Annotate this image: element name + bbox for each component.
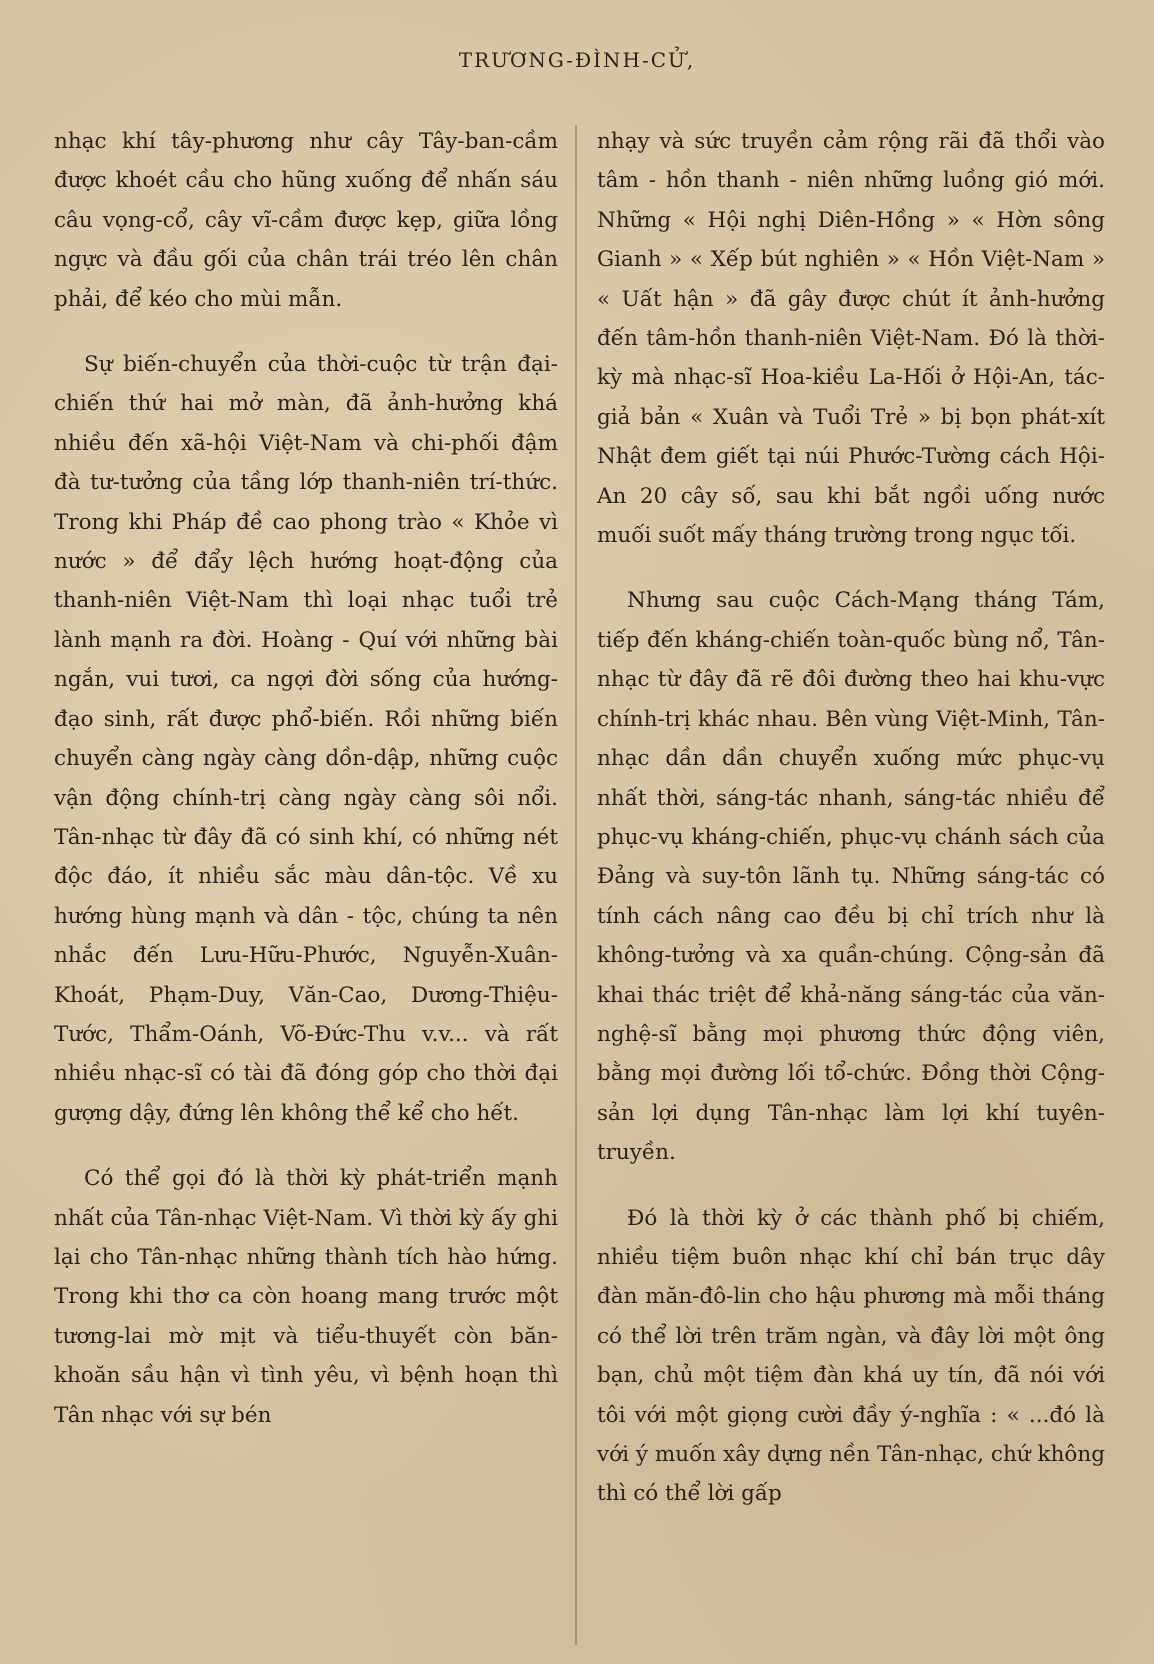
right-paragraph-3: Đó là thời kỳ ở các thành phố bị chiếm, nhiều tiệm buôn nhạc khí chỉ bán trục dây đàn măn-đô-lin cho hậu phương mà mỗi tháng có thể lời trên trăm ngàn, và đây lời một ông bạn, chủ một tiệm đàn khá uy tín, đã nói với tôi với một giọng cười đầy ý-nghĩa : « ...đó là với ý muốn xây dựng nền Tân-nhạc, chứ không thì có thể lời gấp xyxy=(597,1205,1105,1507)
running-header: TRƯƠNG-ĐÌNH-CỬ, xyxy=(458,48,696,72)
left-paragraph-1: nhạc khí tây-phương như cây Tây-ban-cầm được khoét cầu cho hũng xuống để nhấn sáu câu vọng-cổ, cây vĩ-cầm được kẹp, giữa lồng ngực và đầu gối của chân trái tréo lên chân phải, để kéo cho mùi mẫn. xyxy=(54,129,558,312)
right-paragraph-1: nhạy và sức truyền cảm rộng rãi đã thổi vào tâm - hồn thanh - niên những luồng gió mới. Những « Hội nghị Diên-Hồng » « Hờn sông Gianh » « Xếp bút nghiên » « Hồn Việt-Nam » « Uất hận » đã gây được chút ít ảnh-hưởng đến tâm-hồn thanh-niên Việt-Nam. Đó là thời-kỳ mà nhạc-sĩ Hoa-kiều La-Hối ở Hội-An, tác-giả bản « Xuân và Tuổi Trẻ » bị bọn phát-xít Nhật đem giết tại núi Phước-Tường cách Hội-An 20 cây số, sau khi bắt ngồi uống nước muối suốt mấy tháng trường trong ngục tối. xyxy=(597,129,1105,549)
left-paragraph-2: Sự biến-chuyển của thời-cuộc từ trận đại-chiến thứ hai mở màn, đã ảnh-hưởng khá nhiều đến xã-hội Việt-Nam và chi-phối đậm đà tư-tưởng của tầng lớp thanh-niên trí-thức. Trong khi Pháp đề cao phong trào « Khỏe vì nước » để đẩy lệch hướng hoạt-động của thanh-niên Việt-Nam thì loại nhạc tuổi trẻ lành mạnh ra đời. Hoàng - Quí với những bài ngắn, vui tươi, ca ngợi đời sống của hướng-đạo sinh, rất được phổ-biến. Rồi những biến chuyển càng ngày càng dồn-dập, những cuộc vận động chính-trị càng ngày càng sôi nổi. Tân-nhạc từ đây đã có sinh khí, có những nét độc đáo, ít nhiều sắc màu dân-tộc. Về xu hướng hùng mạnh và dân - tộc, chúng ta nên nhắc đến Lưu-Hữu-Phước, Nguyễn-Xuân-Khoát, Phạm-Duy, Văn-Cao, Dương-Thiệu-Tước, Thẩm-Oánh, Võ-Đức-Thu v.v... và rất nhiều nhạc-sĩ có tài đã đóng góp cho thời đại gượng dậy, đứng lên không thể kể cho hết. xyxy=(54,352,558,1126)
column-divider xyxy=(575,125,577,1645)
left-column xyxy=(54,122,558,1435)
right-paragraph-2: Nhưng sau cuộc Cách-Mạng tháng Tám, tiếp đến kháng-chiến toàn-quốc bùng nổ, Tân-nhạc từ đây đã rẽ đôi đường theo hai khu-vực chính-trị khác nhau. Bên vùng Việt-Minh, Tân-nhạc dần dần chuyển xuống mức phục-vụ nhất thời, sáng-tác nhanh, sáng-tác nhiều để phục-vụ kháng-chiến, phục-vụ chánh sách của Đảng và suy-tôn lãnh tụ. Những sáng-tác có tính cách nâng cao đều bị chỉ trích như là không-tưởng và xa quần-chúng. Cộng-sản đã khai thác triệt để khả-năng sáng-tác của văn-nghệ-sĩ bằng mọi phương thức động viên, bằng mọi đường lối tổ-chức. Đồng thời Cộng-sản lợi dụng Tân-nhạc làm lợi khí tuyên-truyền. xyxy=(597,588,1105,1166)
left-paragraph-3: Có thể gọi đó là thời kỳ phát-triển mạnh nhất của Tân-nhạc Việt-Nam. Vì thời kỳ ấy ghi lại cho Tân-nhạc những thành tích hào hứng. Trong khi thơ ca còn hoang mang trước một tương-lai mờ mịt và tiểu-thuyết còn băn-khoăn sầu hận vì tình yêu, vì bệnh hoạn thì Tân nhạc với sự bén xyxy=(54,1166,558,1428)
right-column xyxy=(597,122,1105,1514)
